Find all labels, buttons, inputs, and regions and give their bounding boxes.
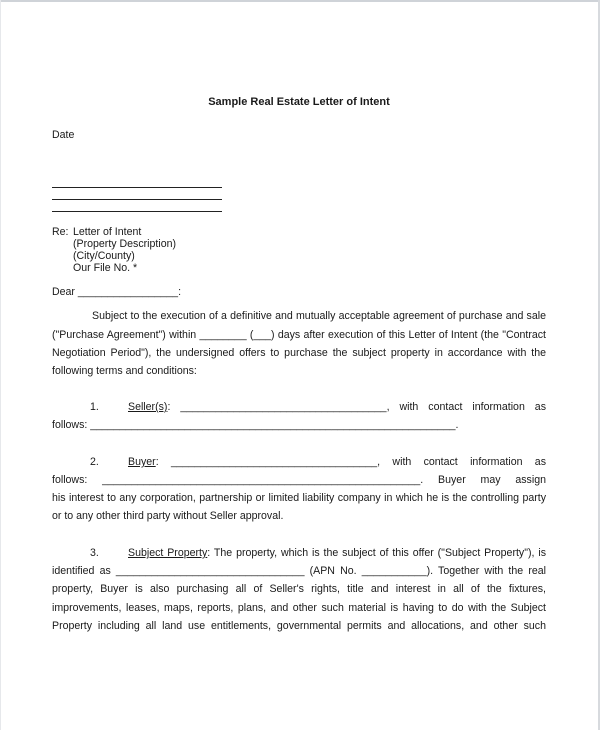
date-label: Date bbox=[52, 129, 75, 141]
re-line-3: (City/County) bbox=[73, 250, 135, 262]
item-2-number: 2. bbox=[90, 456, 99, 468]
subject-property-label: Subject Property bbox=[128, 547, 208, 559]
intro-line-3: Negotiation Period"), the undersigned offers to purchase the subject property in accordance with the bbox=[52, 347, 546, 359]
re-line-4: Our File No. * bbox=[73, 262, 138, 274]
address-line-3 bbox=[52, 211, 222, 212]
item-1-line-2: follows: ______________________________________________________________. bbox=[52, 419, 459, 431]
intro-line-2: ("Purchase Agreement") within ________ (___) days after execution of this Letter of Intent (the "Contract bbox=[52, 329, 546, 341]
item-3-line-3: property, Buyer is also purchasing all of Seller's rights, title and interest in all of the fixtures, bbox=[52, 583, 546, 595]
document-title: Sample Real Estate Letter of Intent bbox=[208, 96, 390, 108]
seller-label: Seller(s) bbox=[128, 401, 168, 413]
item-2-line-3: his interest to any corporation, partnership or limited liability company in which he is the controlling party bbox=[52, 492, 546, 504]
item-2-line-4: or to any other third party without Seller approval. bbox=[52, 510, 284, 522]
address-line-1 bbox=[52, 187, 222, 188]
re-label: Re: bbox=[52, 226, 69, 238]
intro-line-4: following terms and conditions: bbox=[52, 365, 197, 377]
subject-property-text: : The property, which is the subject of this offer ("Subject Property"), is bbox=[207, 547, 546, 559]
page-left-edge bbox=[0, 0, 1, 730]
address-line-2 bbox=[52, 199, 222, 200]
item-3-line-4: improvements, leases, maps, reports, plans, and other such material is having to do with the Subject bbox=[52, 602, 546, 614]
item-3-line-1 bbox=[128, 547, 546, 559]
re-line-2: (Property Description) bbox=[73, 238, 177, 250]
intro-line-1: Subject to the execution of a definitive and mutually acceptable agreement of purchase and sale bbox=[92, 310, 546, 322]
buyer-label: Buyer bbox=[128, 456, 156, 468]
item-3-line-5: Property including all land use entitlements, governmental permits and allocations, and other such bbox=[52, 620, 546, 632]
item-2-line-1 bbox=[128, 456, 546, 468]
item-1-number: 1. bbox=[90, 401, 99, 413]
item-1-line-1 bbox=[128, 401, 546, 413]
item-3-number: 3. bbox=[90, 547, 99, 559]
salutation: Dear _________________: bbox=[52, 286, 182, 298]
re-line-1: Letter of Intent bbox=[73, 226, 142, 238]
item-3-line-2: identified as ________________________________ (APN No. ___________). Together with the real bbox=[52, 565, 546, 577]
item-2-line-2: follows: ______________________________________________________. Buyer may assign bbox=[52, 474, 546, 486]
page-top-edge bbox=[0, 0, 600, 2]
seller-text: : ___________________________________, with contact information as bbox=[167, 401, 546, 413]
buyer-text: : ___________________________________, with contact information as bbox=[155, 456, 546, 468]
